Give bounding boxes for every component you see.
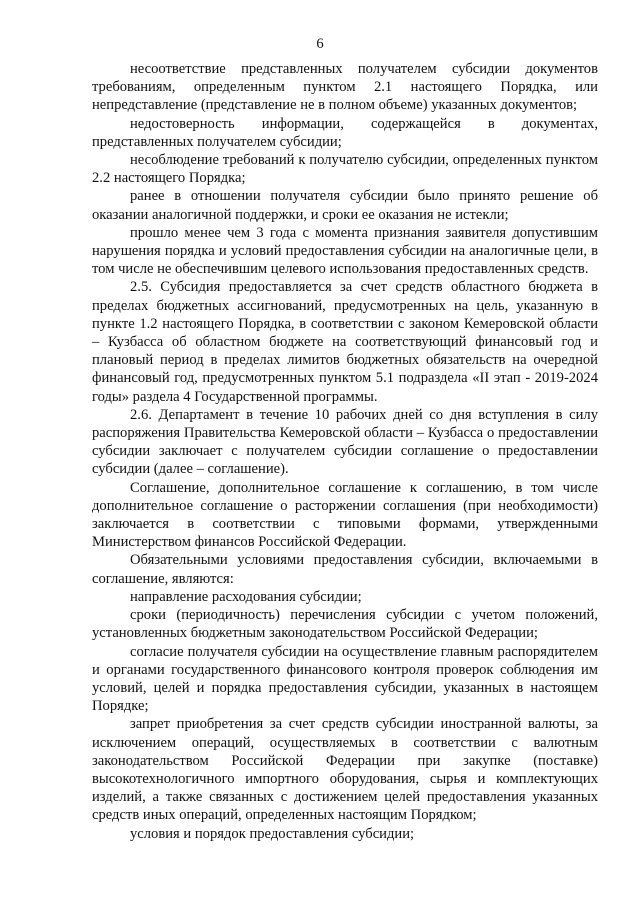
paragraph: условия и порядок предоставления субсидии; xyxy=(130,825,415,842)
paragraph: несоблюдение требований к получателю субсидии, определенных пунктом 2.2 настоящего Порядка; xyxy=(92,152,598,187)
paragraph: Обязательными условиями предоставления субсидии, включаемыми в соглашение, являются: xyxy=(92,552,598,587)
paragraph: сроки (периодичность) перечисления субсидии с учетом положений, установленных бюджетным законодательством Российской Федерации; xyxy=(92,607,598,642)
page-number: 6 xyxy=(316,36,324,52)
paragraph: направление расходования субсидии; xyxy=(130,588,362,605)
paragraph: согласие получателя субсидии на осуществление главным распорядителем и органами государственного финансового контроля проверок соблюдения им условий, целей и порядка предоставления субсидии, указанных в настоящем Порядке; xyxy=(92,643,598,715)
paragraph: недостоверность информации, содержащейся в документах, представленных получателем субсидии; xyxy=(92,115,598,150)
paragraph: ранее в отношении получателя субсидии было принято решение об оказании аналогичной поддержки, и сроки ее оказания не истекли; xyxy=(92,188,598,223)
paragraph: запрет приобретения за счет средств субсидии иностранной валюты, за исключением операций, осуществляемых в соответствии с валютным законодательством Российской Федерации при закупке (поставке) высокотехнологичного импортного оборудования, сырья и комплектующих изделий, а также связанных с достижением целей предоставления указанных средств иных операций, определенных настоящим Порядком; xyxy=(92,716,598,824)
paragraph: несоответствие представленных получателем субсидии документов требованиям, определенным пунктом 2.1 настоящего Порядка, или непредставление (представление не в полном объеме) указанных документов; xyxy=(92,61,598,114)
paragraph: Соглашение, дополнительное соглашение к соглашению, в том числе дополнительное соглашение о расторжении соглашения (при необходимости) заключается в соответствии с типовыми формами, утвержденными Министерством финансов Российской Федерации. xyxy=(92,479,598,551)
paragraph: прошло менее чем 3 года с момента признания заявителя допустившим нарушения порядка и условий предоставления субсидии на аналогичные цели, в том числе не обеспечившим целевого использования предоставленных средств. xyxy=(92,224,598,278)
document-body xyxy=(92,60,598,843)
paragraph: 2.6. Департамент в течение 10 рабочих дней со дня вступления в силу распоряжения Правительства Кемеровской области – Кузбасса о предоставлении субсидии заключает с получателем субсидии соглашение о предоставлении субсидии (далее – соглашение). xyxy=(92,406,598,478)
paragraph: 2.5. Субсидия предоставляется за счет средств областного бюджета в пределах бюджетных ассигнований, предусмотренных на цель, указанную в пункте 1.2 настоящего Порядка, в соответствии с законом Кемеровской области – Кузбасса об областном бюджете на соответствующий финансовый год и плановый период в пределах лимитов бюджетных обязательств на очередной финансовый год, предусмотренных пунктом 5.1 подраздела «II этап - 2019-2024 годы» раздела 4 Государственной программы. xyxy=(92,279,598,405)
